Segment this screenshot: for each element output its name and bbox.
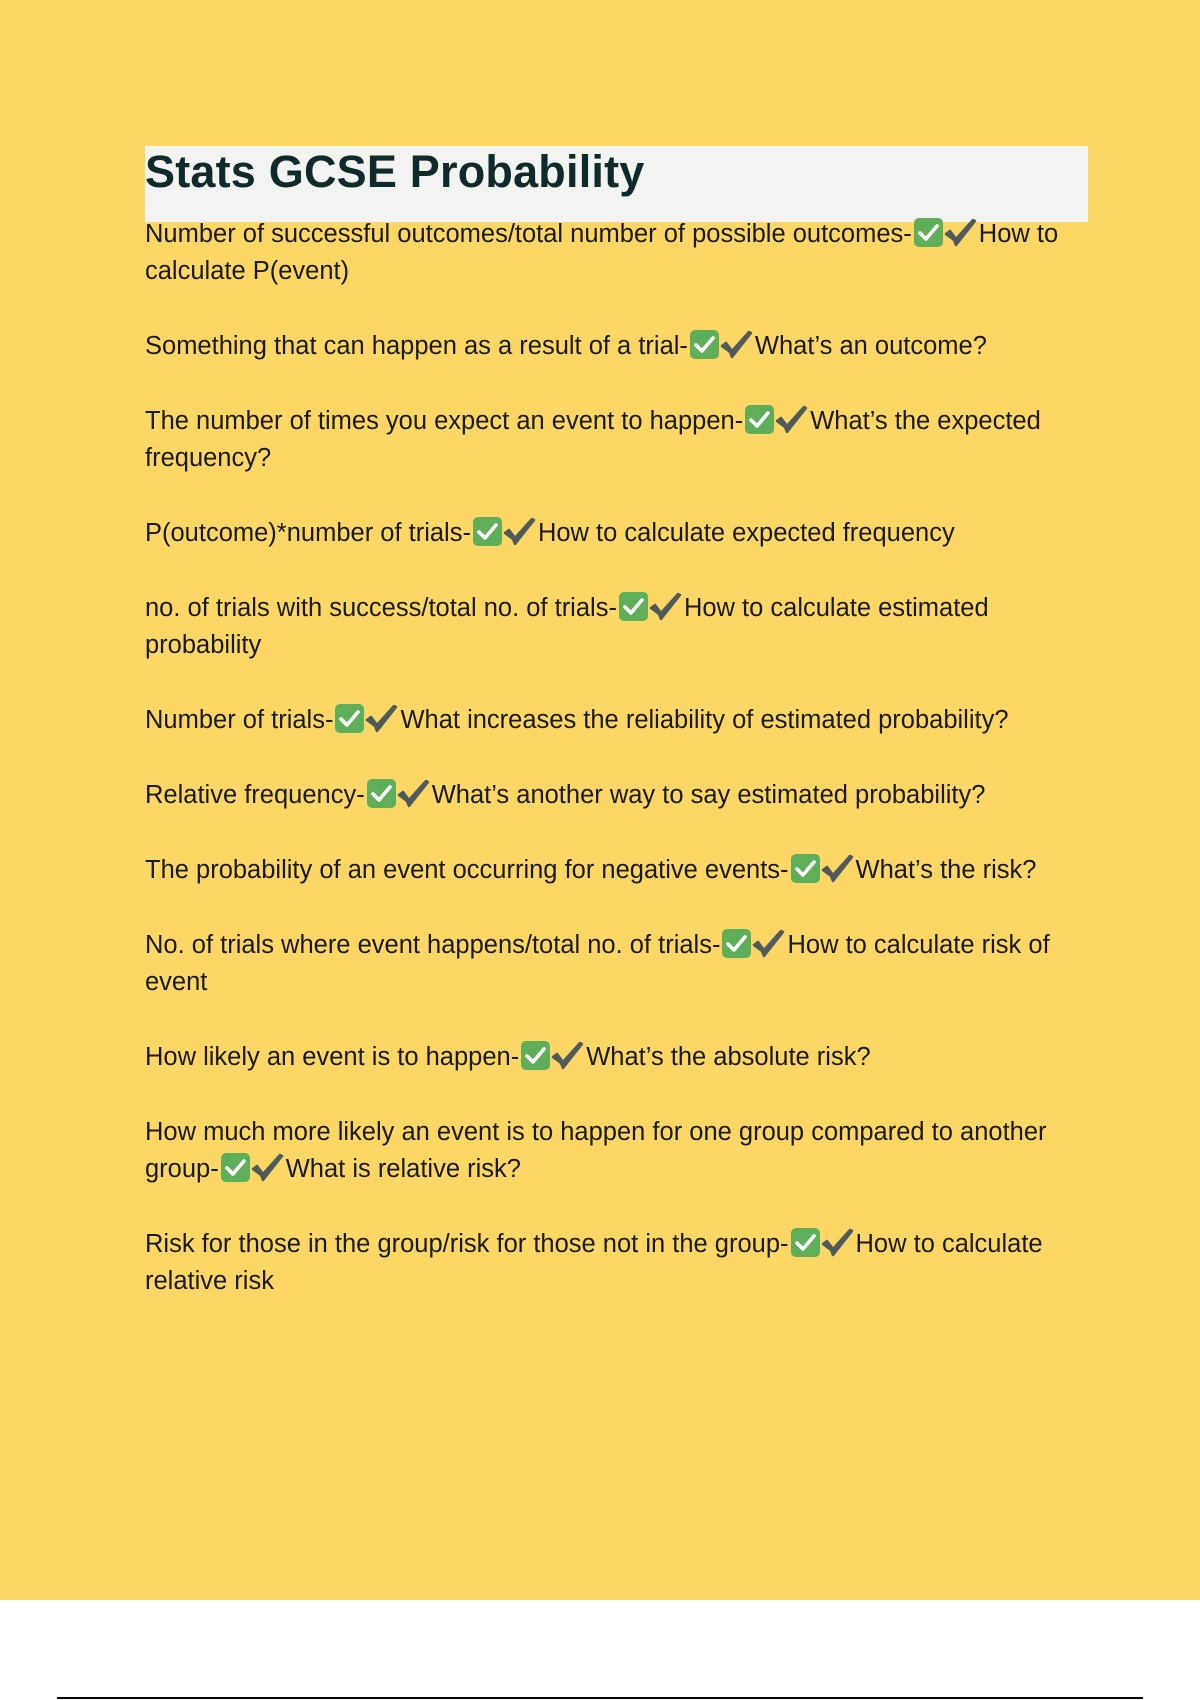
check-box-icon <box>791 854 820 883</box>
check-box-icon <box>221 1153 250 1182</box>
page-title: Stats GCSE Probability <box>145 146 645 197</box>
check-mark-icon <box>649 592 683 622</box>
flashcard-definition: How to calculate risk of event <box>145 931 1050 996</box>
flashcard-term: How much more likely an event is to happen for one group compared to another group- <box>145 1118 1047 1183</box>
flashcard-definition: What’s another way to say estimated probability? <box>431 781 986 809</box>
flashcard-term: Number of successful outcomes/total number of possible outcomes- <box>145 220 912 248</box>
check-mark-icon <box>775 405 809 435</box>
flashcard-definition: What’s an outcome? <box>754 332 987 360</box>
flashcard-item <box>145 590 1090 664</box>
check-mark-icon <box>365 704 399 734</box>
flashcard-term: Risk for those in the group/risk for those not in the group- <box>145 1230 789 1258</box>
flashcard-term: The probability of an event occurring for negative events- <box>145 856 789 884</box>
check-mark-icon <box>944 218 978 248</box>
flashcard-item <box>145 702 1090 739</box>
flashcard-item <box>145 403 1090 477</box>
flashcard-item <box>145 1226 1090 1300</box>
check-mark-icon <box>503 517 537 547</box>
flashcard-definition: How to calculate P(event) <box>145 220 1059 285</box>
flashcard-term: P(outcome)*number of trials- <box>145 519 471 547</box>
flashcard-item <box>145 1039 1090 1076</box>
check-box-icon <box>473 517 502 546</box>
flashcard-term: No. of trials where event happens/total no. of trials- <box>145 931 721 959</box>
flashcard-item <box>145 328 1090 365</box>
flashcard-item <box>145 515 1090 552</box>
flashcard-item <box>145 777 1090 814</box>
flashcard-term: Number of trials- <box>145 706 334 734</box>
check-mark-icon <box>551 1041 585 1071</box>
flashcard-definition: What’s the absolute risk? <box>586 1043 871 1071</box>
check-box-icon <box>367 779 396 808</box>
check-box-icon <box>745 405 774 434</box>
flashcard-definition: What increases the reliability of estimated probability? <box>400 706 1009 734</box>
check-box-icon <box>914 218 943 247</box>
flashcard-term: The number of times you expect an event to happen- <box>145 407 744 435</box>
flashcard-term: How likely an event is to happen- <box>145 1043 520 1071</box>
page-divider <box>57 1697 1143 1699</box>
check-box-icon <box>335 704 364 733</box>
flashcard-definition: How to calculate relative risk <box>145 1230 1043 1295</box>
check-box-icon <box>521 1041 550 1070</box>
flashcard-term: Something that can happen as a result of a trial- <box>145 332 688 360</box>
check-box-icon <box>791 1228 820 1257</box>
flashcard-list <box>145 216 1090 1338</box>
check-mark-icon <box>821 1228 855 1258</box>
flashcard-item <box>145 852 1090 889</box>
flashcard-term: no. of trials with success/total no. of trials- <box>145 594 617 622</box>
title-banner <box>145 146 1088 222</box>
flashcard-definition: How to calculate expected frequency <box>537 519 955 547</box>
check-mark-icon <box>752 929 786 959</box>
check-box-icon <box>722 929 751 958</box>
flashcard-item <box>145 1114 1090 1188</box>
flashcard-definition: What is relative risk? <box>285 1155 521 1183</box>
check-mark-icon <box>720 330 754 360</box>
check-box-icon <box>690 330 719 359</box>
flashcard-definition: What’s the expected frequency? <box>145 407 1041 472</box>
flashcard-term: Relative frequency- <box>145 781 365 809</box>
flashcard-definition: What’s the risk? <box>855 856 1037 884</box>
check-mark-icon <box>821 854 855 884</box>
check-mark-icon <box>251 1153 285 1183</box>
flashcard-item <box>145 216 1090 290</box>
check-mark-icon <box>397 779 431 809</box>
check-box-icon <box>619 592 648 621</box>
flashcard-item <box>145 927 1090 1001</box>
flashcard-definition: How to calculate estimated probability <box>145 594 989 659</box>
